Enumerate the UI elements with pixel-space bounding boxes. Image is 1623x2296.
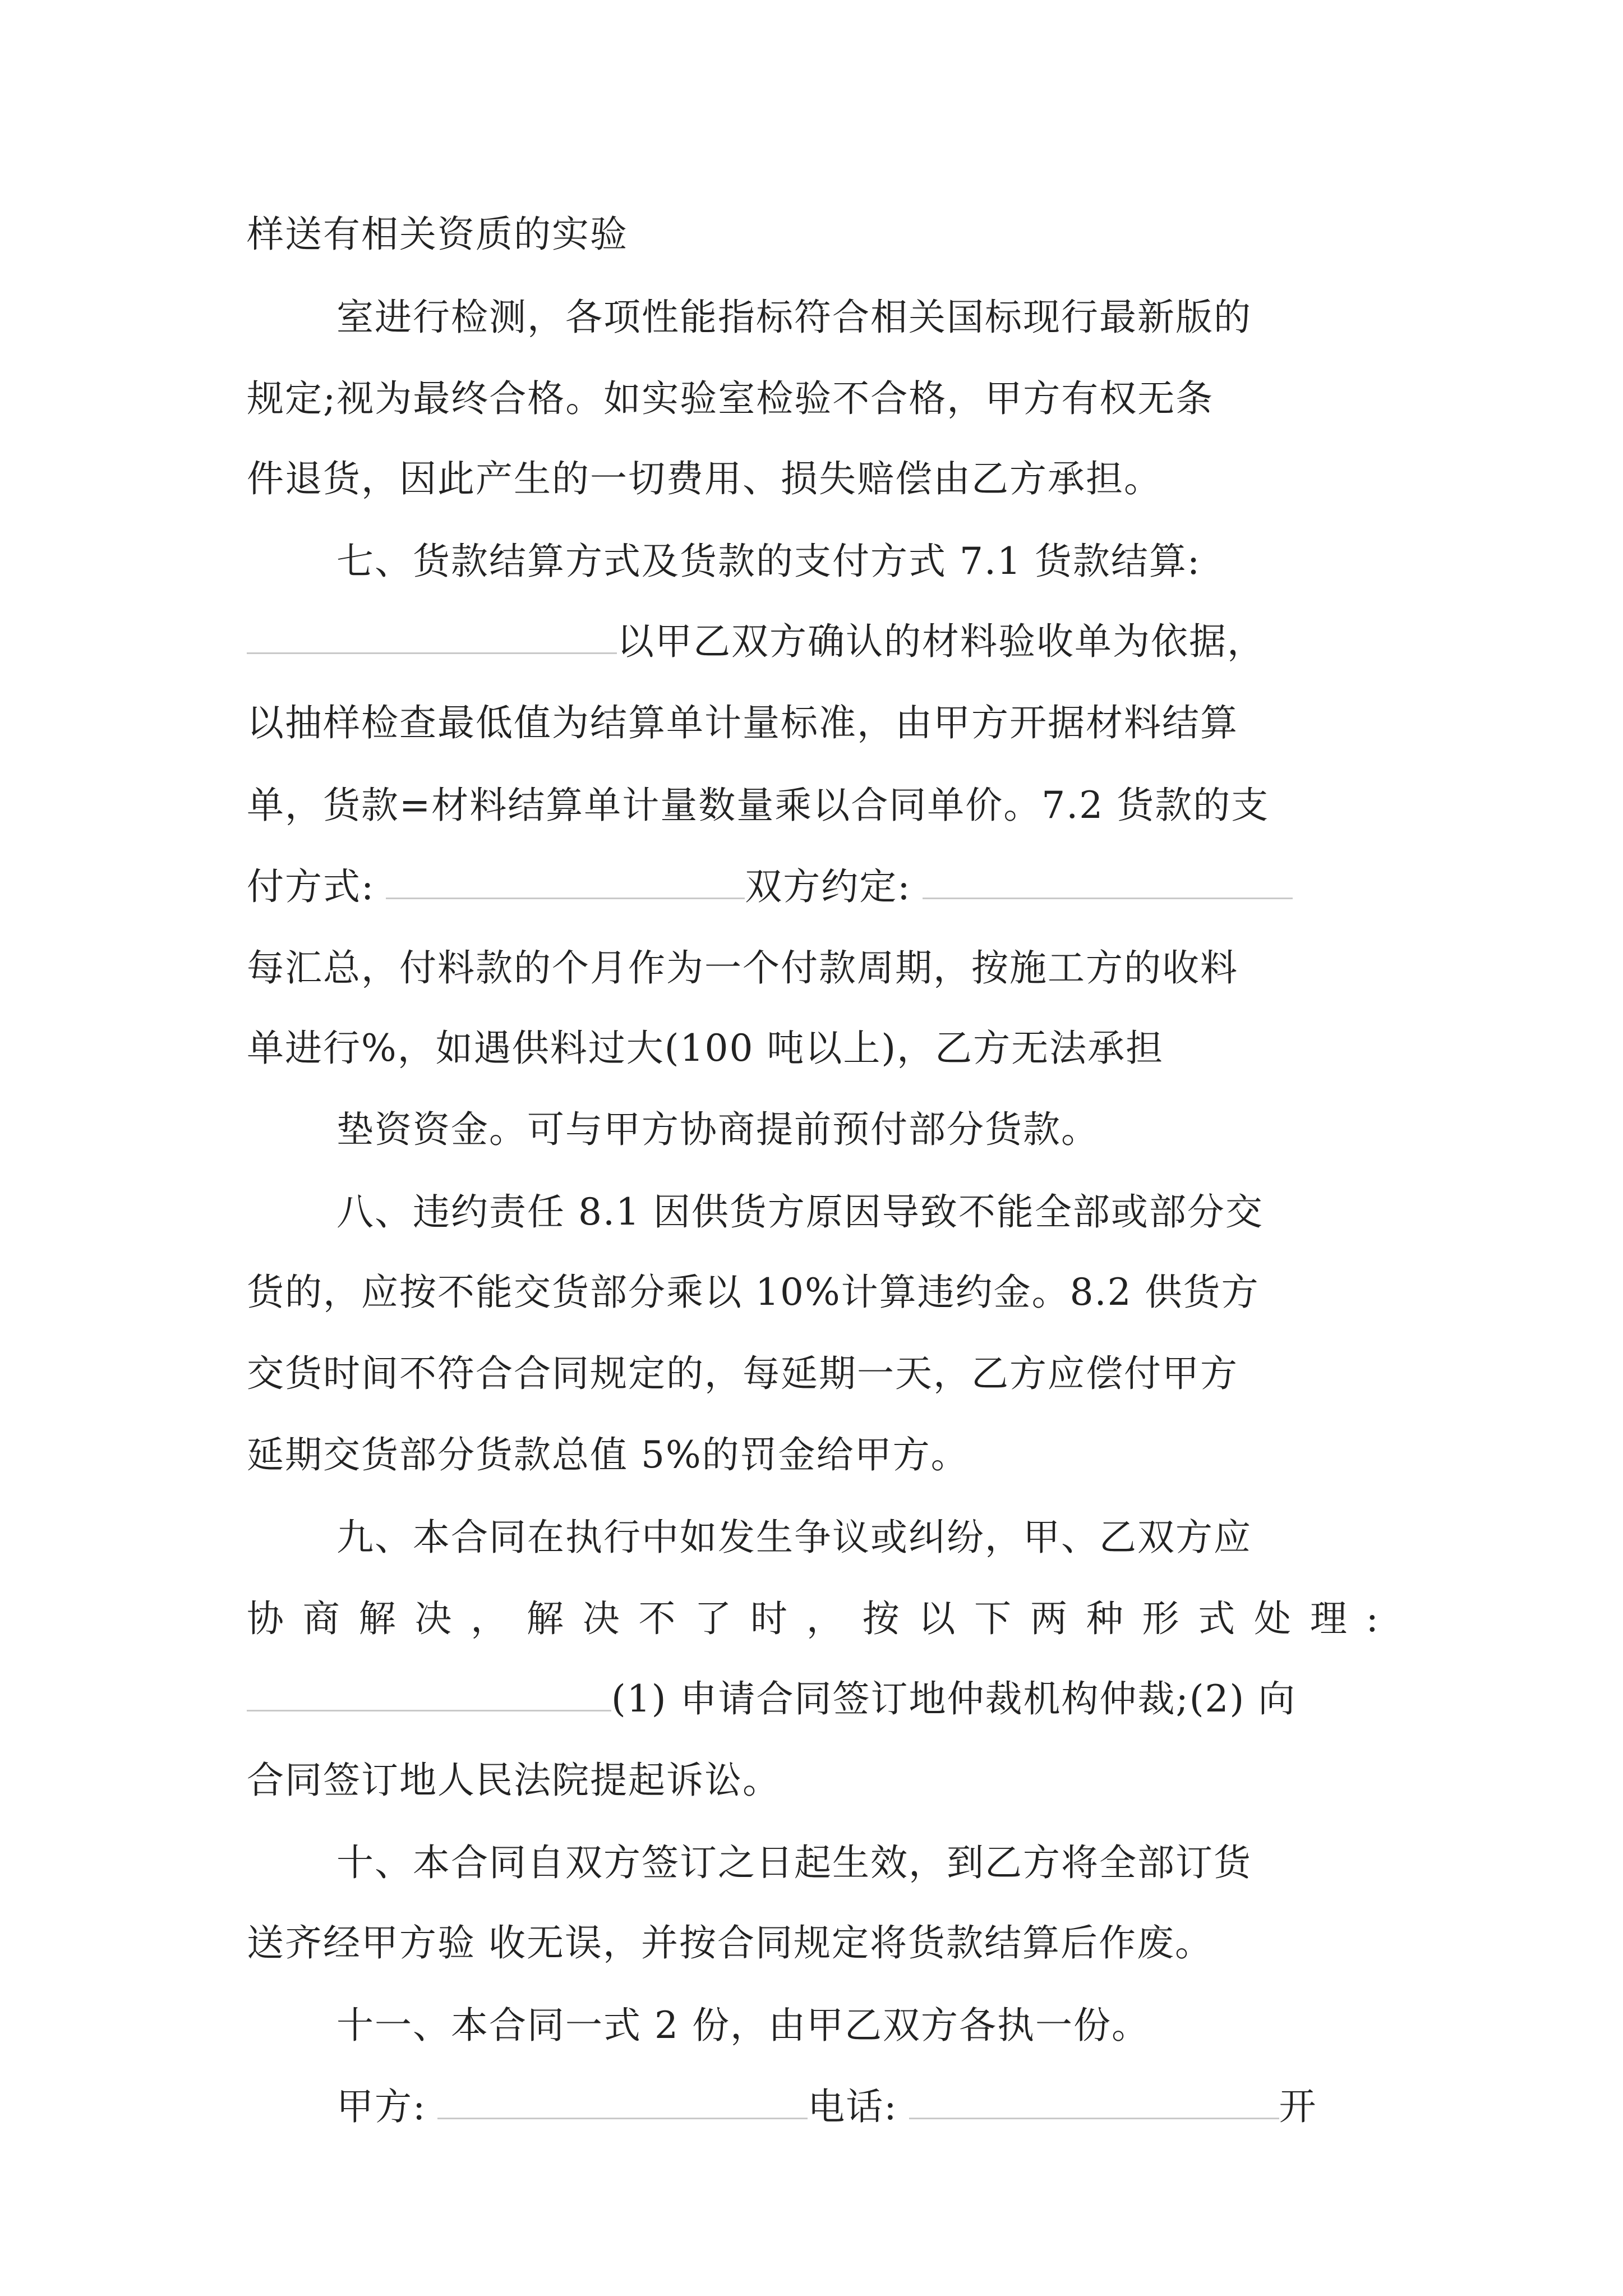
text-line: 延期交货部分货款总值 5%的罚金给甲方。	[247, 1433, 969, 1476]
fill-blank	[386, 863, 745, 899]
text-line: 单，货款=材料结算单计量数量乘以合同单价。7.2 货款的支	[247, 784, 1270, 827]
section-7-heading: 七、货款结算方式及货款的支付方式 7.1 货款结算:	[336, 540, 1201, 583]
section-10-heading: 十、本合同自双方签订之日起生效，到乙方将全部订货	[336, 1841, 1252, 1884]
text-line: 单进行%，如遇供料过大(100 吨以上)，乙方无法承担	[247, 1027, 1164, 1070]
section-8-heading: 八、违约责任 8.1 因供货方原因导致不能全部或部分交	[336, 1190, 1264, 1234]
text-line: 合同签订地人民法院提起诉讼。	[247, 1759, 781, 1802]
fill-blank	[247, 1675, 611, 1711]
text-line-with-blank: (1) 申请合同签订地仲裁机构仲裁;(2) 向	[247, 1674, 1296, 1724]
signature-line: 甲方: 电话: 开	[336, 2082, 1317, 2132]
text-line: 规定;视为最终合格。如实验室检验不合格，甲方有权无条	[247, 377, 1214, 420]
text-line: 货的，应按不能交货部分乘以 10%计算违约金。8.2 供货方	[247, 1271, 1260, 1314]
fill-blank	[247, 618, 617, 654]
text-line-with-blanks: 付方式: 双方约定:	[247, 862, 1293, 912]
text-line: 交货时间不符合合同规定的，每延期一天，乙方应偿付甲方	[247, 1352, 1238, 1395]
text-line: 每汇总，付料款的个月作为一个付款周期，按施工方的收料	[247, 946, 1238, 990]
section-9-heading: 九、本合同在执行中如发生争议或纠纷，甲、乙双方应	[336, 1516, 1252, 1559]
text-line-with-blank: 以甲乙双方确认的材料验收单为依据，	[247, 617, 1265, 666]
text-line: 垫资资金。可与甲方协商提前预付部分货款。	[336, 1108, 1099, 1151]
text-line: 样送有相关资质的实验	[247, 213, 628, 256]
text-line: 件退货，因此产生的一切费用、损失赔偿由乙方承担。	[247, 457, 1162, 500]
section-11-heading: 十一、本合同一式 2 份，由甲乙双方各执一份。	[336, 2004, 1150, 2047]
text-line-justified: 协 商 解 决 ， 解 决 不 了 时 ， 按 以 下 两 种 形 式 处 理 :	[247, 1597, 1380, 1640]
text-line: 以抽样检查最低值为结算单计量标准，由甲方开据材料结算	[247, 701, 1238, 744]
text-line: 室进行检测，各项性能指标符合相关国标现行最新版的	[336, 296, 1252, 339]
fill-blank	[923, 863, 1293, 899]
party-a-blank	[437, 2083, 808, 2119]
phone-blank	[909, 2083, 1279, 2119]
text-line: 送齐经甲方验 收无误，并按合同规定将货款结算后作废。	[247, 1921, 1213, 1964]
